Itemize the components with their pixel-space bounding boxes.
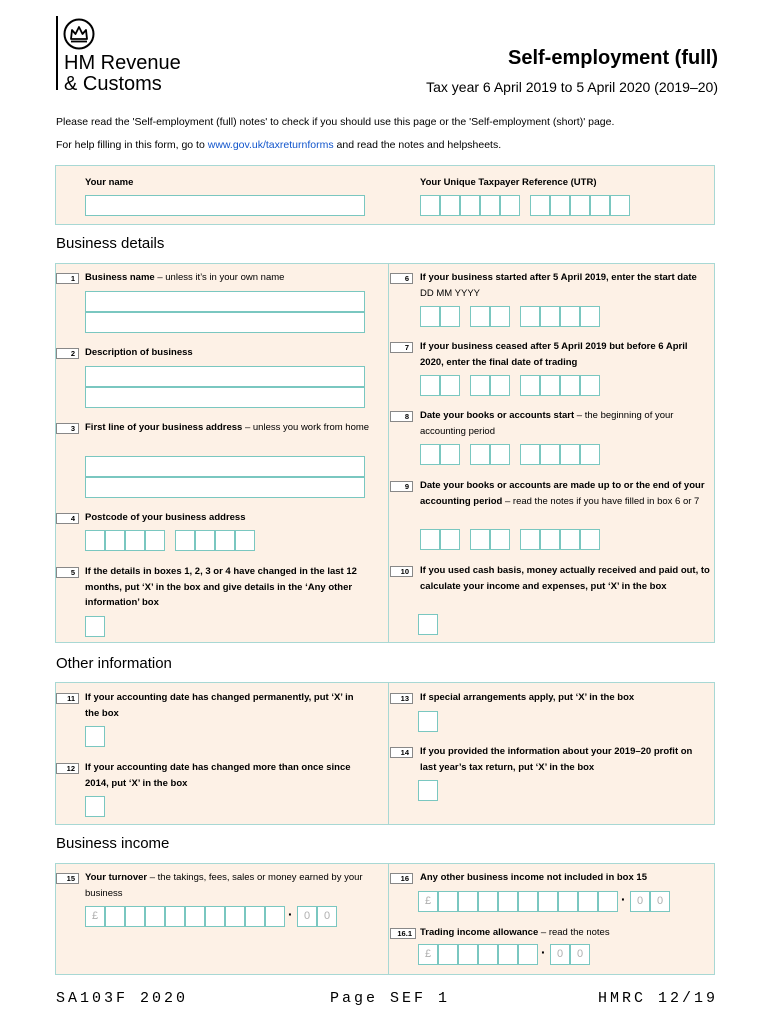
utr-digit-box[interactable] [610, 195, 630, 216]
help-text: For help filling in this form, go to www.gov.uk/taxreturnforms and read the notes and helpsheets. [56, 139, 502, 151]
name-label: Your name [85, 177, 134, 188]
postcode-char-box[interactable] [175, 530, 195, 551]
utr-digit-box[interactable] [440, 195, 460, 216]
amount-digit-box[interactable] [125, 906, 145, 927]
amount-digit-box[interactable] [245, 906, 265, 927]
page-number: Page SEF 1 [330, 990, 451, 1007]
box-number: 14 [390, 747, 413, 758]
postcode-char-box[interactable] [125, 530, 145, 551]
date-digit-box[interactable] [560, 306, 580, 327]
box14-checkbox[interactable] [418, 780, 438, 801]
date-digit-box[interactable] [580, 444, 600, 465]
box14-label: If you provided the information about your 2019–20 profit on last year’s tax return, put ‘X’ in the box [420, 746, 693, 773]
amount-digit-box[interactable] [498, 944, 518, 965]
date-digit-box[interactable] [540, 529, 560, 550]
section-other-information: Other information [56, 655, 172, 672]
amount-digit-box[interactable] [225, 906, 245, 927]
royal-crest-icon [63, 18, 95, 50]
currency-symbol-box[interactable]: £ [418, 944, 438, 965]
amount-digit-box[interactable] [438, 891, 458, 912]
section-business-details: Business details [56, 235, 165, 252]
postcode-char-box[interactable] [215, 530, 235, 551]
amount-digit-box[interactable] [558, 891, 578, 912]
amount-digit-box[interactable] [205, 906, 225, 927]
date-digit-box[interactable] [580, 529, 600, 550]
amount-digit-box[interactable] [498, 891, 518, 912]
page-title: Self-employment (full) [507, 47, 718, 69]
currency-symbol-box[interactable]: £ [418, 891, 438, 912]
postcode-char-box[interactable] [105, 530, 125, 551]
pence-box[interactable]: 0 [650, 891, 670, 912]
amount-digit-box[interactable] [165, 906, 185, 927]
box-number: 16 [390, 873, 413, 884]
amount-digit-box[interactable] [458, 891, 478, 912]
box9-label: Date your books or accounts are made up to or the end of your accounting period – read the notes if you have filled in box 6 or 7 [420, 480, 705, 507]
box-number: 2 [56, 348, 79, 359]
utr-digit-box[interactable] [460, 195, 480, 216]
date-digit-box[interactable] [490, 444, 510, 465]
box-number: 10 [390, 566, 413, 577]
box-number: 5 [56, 567, 79, 578]
date-digit-box[interactable] [520, 444, 540, 465]
amount-digit-box[interactable] [458, 944, 478, 965]
utr-digit-box[interactable] [590, 195, 610, 216]
utr-digit-box[interactable] [550, 195, 570, 216]
box1-label: Business name – unless it’s in your own name [85, 272, 285, 283]
date-digit-box[interactable] [470, 375, 490, 396]
pence-box[interactable]: 0 [317, 906, 337, 927]
date-digit-box[interactable] [470, 529, 490, 550]
box-number: 3 [56, 423, 79, 434]
box11-checkbox[interactable] [85, 726, 105, 747]
box-number: 6 [390, 273, 413, 284]
section-business-income: Business income [56, 835, 170, 852]
currency-symbol-box[interactable]: £ [85, 906, 105, 927]
date-digit-box[interactable] [490, 375, 510, 396]
box-number: 12 [56, 763, 79, 774]
postcode-char-box[interactable] [145, 530, 165, 551]
logo-rule [56, 16, 58, 90]
box-number: 11 [56, 693, 79, 704]
postcode-char-box[interactable] [235, 530, 255, 551]
box7-label: If your business ceased after 5 April 2019 but before 6 April 2020, enter the final date of trading [420, 341, 688, 368]
description-line2[interactable] [85, 387, 365, 408]
decimal-point: · [621, 891, 626, 907]
postcode-char-box[interactable] [85, 530, 105, 551]
business-name-line1[interactable] [85, 291, 365, 312]
box8-label: Date your books or accounts start – the beginning of your accounting period [420, 410, 674, 437]
box5-label: If the details in boxes 1, 2, 3 or 4 have changed in the last 12 months, put ‘X’ in the box and give details in the ‘Any other information’ box [85, 566, 357, 608]
amount-digit-box[interactable] [518, 944, 538, 965]
intro-text: Please read the 'Self-employment (full) notes' to check if you should use this page or the 'Self-employment (short)' page. [56, 116, 615, 128]
box3-label: First line of your business address – unless you work from home [85, 422, 370, 433]
amount-digit-box[interactable] [185, 906, 205, 927]
amount-digit-box[interactable] [145, 906, 165, 927]
box-number: 1 [56, 273, 79, 284]
box4-label: Postcode of your business address [85, 512, 246, 523]
box10-checkbox[interactable] [418, 614, 438, 635]
date-digit-box[interactable] [420, 306, 440, 327]
address-line1[interactable] [85, 456, 365, 477]
date-digit-box[interactable] [420, 375, 440, 396]
org-name-line2: & Customs [64, 73, 162, 95]
business-name-line2[interactable] [85, 312, 365, 333]
date-digit-box[interactable] [440, 444, 460, 465]
box12-label: If your accounting date has changed more than once since 2014, put ‘X’ in the box [85, 762, 351, 789]
box-number: 9 [390, 481, 413, 492]
date-digit-box[interactable] [490, 529, 510, 550]
pence-box[interactable]: 0 [550, 944, 570, 965]
box12-checkbox[interactable] [85, 796, 105, 817]
amount-digit-box[interactable] [598, 891, 618, 912]
box5-checkbox[interactable] [85, 616, 105, 637]
form-version: HMRC 12/19 [597, 990, 718, 1007]
date-digit-box[interactable] [440, 529, 460, 550]
amount-digit-box[interactable] [578, 891, 598, 912]
box-number: 4 [56, 513, 79, 524]
date-digit-box[interactable] [420, 529, 440, 550]
utr-digit-box[interactable] [530, 195, 550, 216]
date-digit-box[interactable] [560, 529, 580, 550]
org-name-line1: HM Revenue [64, 52, 181, 74]
amount-digit-box[interactable] [105, 906, 125, 927]
utr-digit-box[interactable] [570, 195, 590, 216]
amount-digit-box[interactable] [518, 891, 538, 912]
pence-box[interactable]: 0 [630, 891, 650, 912]
tax-year: Tax year 6 April 2019 to 5 April 2020 (2019–20) [426, 79, 718, 95]
gov-link[interactable]: www.gov.uk/taxreturnforms [207, 139, 334, 151]
box-number: 13 [390, 693, 413, 704]
box6-label: If your business started after 5 April 2019, enter the start date DD MM YYYY [420, 272, 697, 299]
date-digit-box[interactable] [420, 444, 440, 465]
date-digit-box[interactable] [580, 306, 600, 327]
decimal-point: · [541, 944, 546, 960]
pence-box[interactable]: 0 [570, 944, 590, 965]
box16-1-label: Trading income allowance – read the notes [420, 927, 610, 938]
box13-checkbox[interactable] [418, 711, 438, 732]
date-digit-box[interactable] [520, 375, 540, 396]
box-number: 7 [390, 342, 413, 353]
date-digit-box[interactable] [470, 306, 490, 327]
date-digit-box[interactable] [560, 375, 580, 396]
date-digit-box[interactable] [540, 375, 560, 396]
box2-label: Description of business [85, 347, 193, 358]
utr-digit-box[interactable] [420, 195, 440, 216]
date-digit-box[interactable] [560, 444, 580, 465]
amount-digit-box[interactable] [438, 944, 458, 965]
utr-digit-box[interactable] [480, 195, 500, 216]
date-digit-box[interactable] [540, 444, 560, 465]
box13-label: If special arrangements apply, put ‘X’ in the box [420, 692, 635, 703]
date-digit-box[interactable] [520, 529, 540, 550]
form-code: SA103F 2020 [56, 990, 189, 1007]
amount-digit-box[interactable] [478, 944, 498, 965]
box10-label: If you used cash basis, money actually received and paid out, to calculate your income and expenses, put ‘X’ in the box [420, 565, 710, 592]
box-number: 15 [56, 873, 79, 884]
address-line2[interactable] [85, 477, 365, 498]
name-input[interactable] [85, 195, 365, 216]
amount-digit-box[interactable] [265, 906, 285, 927]
description-line1[interactable] [85, 366, 365, 387]
pence-box[interactable]: 0 [297, 906, 317, 927]
date-digit-box[interactable] [540, 306, 560, 327]
utr-label: Your Unique Taxpayer Reference (UTR) [420, 177, 597, 188]
date-digit-box[interactable] [520, 306, 540, 327]
box15-label: Your turnover – the takings, fees, sales or money earned by your business [85, 872, 363, 899]
box11-label: If your accounting date has changed permanently, put ‘X’ in the box [85, 692, 354, 719]
date-digit-box[interactable] [470, 444, 490, 465]
amount-digit-box[interactable] [478, 891, 498, 912]
decimal-point: · [288, 906, 293, 922]
utr-digit-box[interactable] [500, 195, 520, 216]
date-digit-box[interactable] [580, 375, 600, 396]
box-number: 16.1 [390, 928, 416, 939]
date-digit-box[interactable] [440, 375, 460, 396]
box-number: 8 [390, 411, 413, 422]
box16-label: Any other business income not included in box 15 [420, 872, 647, 883]
date-digit-box[interactable] [490, 306, 510, 327]
postcode-char-box[interactable] [195, 530, 215, 551]
amount-digit-box[interactable] [538, 891, 558, 912]
date-digit-box[interactable] [440, 306, 460, 327]
